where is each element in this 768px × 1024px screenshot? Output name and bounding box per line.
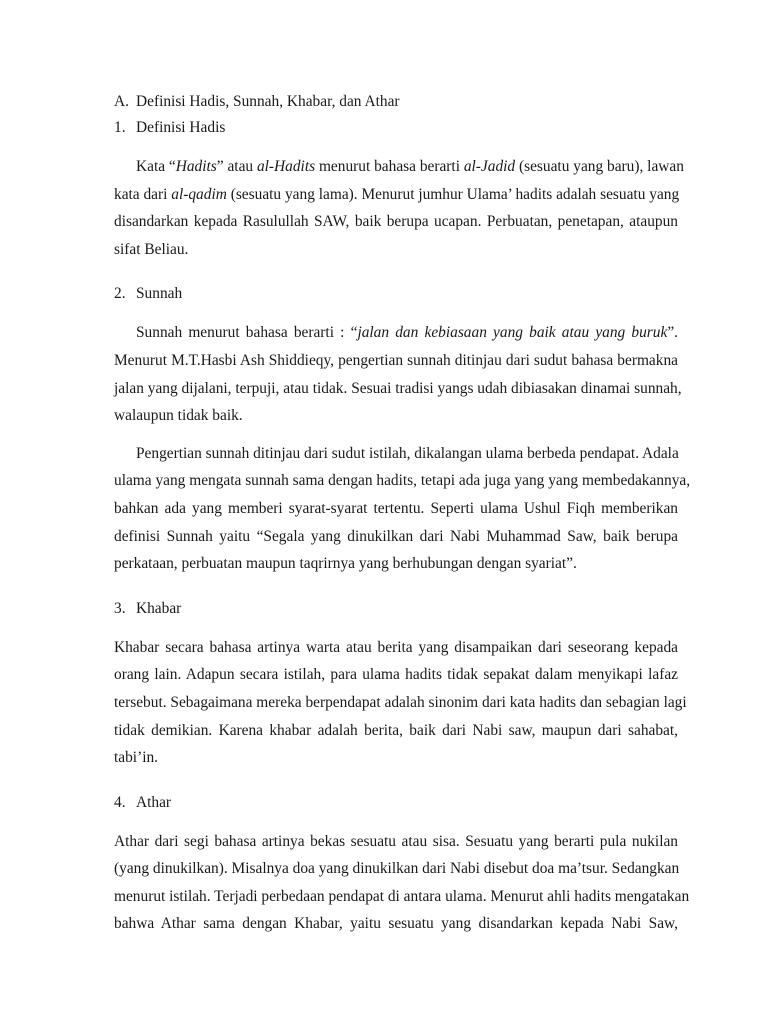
- text-line: [114, 208, 678, 236]
- text-run: (sesuatu yang baru), lawan: [515, 158, 684, 175]
- paragraph: [114, 440, 691, 578]
- section-number: 4.: [114, 793, 126, 811]
- text-line: [114, 402, 678, 430]
- section-title: Khabar: [136, 599, 182, 617]
- text-line: [114, 883, 690, 911]
- section-number: 2.: [114, 285, 126, 303]
- text-run: Khabar secara bahasa artinya warta atau berita yang disampaikan dari seseorang kepada: [114, 638, 678, 656]
- section-number: 1.: [114, 119, 126, 136]
- section-heading: [114, 116, 678, 140]
- text-line: [114, 467, 691, 495]
- text-run: bahkan ada yang memberi syarat-syarat tertentu. Seperti ulama Ushul Fiqh memberikan: [114, 499, 678, 517]
- text-run: kata dari: [114, 185, 172, 203]
- section-number: 3.: [114, 599, 126, 617]
- text-line: [114, 347, 678, 375]
- text-run: ulama yang mengata sunnah sama dengan hadits, tetapi ada juga yang yang membedakannya,: [114, 472, 691, 490]
- italic-term: Hadits: [175, 158, 217, 175]
- text-line: [114, 523, 678, 551]
- section-heading: [114, 282, 678, 306]
- text-line: [114, 634, 678, 662]
- text-line: [114, 661, 678, 689]
- text-run: tersebut. Sebagaimana mereka berpendapat adalah sinonim dari kata hadits dan sebagian lagi: [114, 693, 687, 711]
- paragraph: [114, 634, 687, 772]
- text-run: menurut bahasa berarti: [315, 158, 464, 175]
- text-run: Menurut M.T.Hasbi Ash Shiddieqy, pengertian sunnah ditinjau dari sudut bahasa bermakna: [114, 351, 678, 369]
- main-heading-number: A.: [114, 93, 129, 110]
- text-line: [114, 910, 678, 938]
- italic-term: al-Jadid: [463, 158, 516, 175]
- text-run: ”.: [667, 324, 679, 342]
- text-line: [114, 181, 678, 209]
- text-line: [114, 319, 678, 347]
- text-run: tabi’in.: [114, 749, 159, 767]
- text-run: sifat Beliau.: [114, 240, 189, 258]
- text-line: [114, 440, 678, 468]
- text-line: [114, 153, 684, 181]
- italic-term: al-qadim: [171, 185, 227, 203]
- text-line: [114, 828, 678, 856]
- text-run: Athar dari segi bahasa artinya bekas sesuatu atau sisa. Sesuatu yang berarti pula nukilan: [114, 832, 678, 850]
- section-heading: [114, 597, 678, 621]
- text-run: orang lain. Adapun secara istilah, para ulama hadits tidak sepakat dalam menyikapi lafaz: [114, 666, 678, 684]
- text-line: [114, 236, 678, 264]
- text-line: [114, 855, 678, 883]
- section-title: Athar: [136, 793, 172, 811]
- text-run: menurut istilah. Terjadi perbedaan pendapat di antara ulama. Menurut ahli hadits mengatakan: [114, 887, 690, 905]
- text-run: disandarkan kepada Rasulullah SAW, baik berupa ucapan. Perbuatan, penetapan, ataupun: [114, 213, 678, 231]
- paragraph: [114, 153, 684, 263]
- text-run: tidak demikian. Karena khabar adalah berita, baik dari Nabi saw, maupun dari sahabat,: [114, 721, 678, 739]
- italic-term: jalan dan kebiasaan yang baik atau yang buruk: [357, 324, 668, 342]
- text-line: [114, 375, 682, 403]
- text-run: (sesuatu yang lama). Menurut jumhur Ulama’ hadits adalah sesuatu yang: [226, 185, 680, 203]
- text-run: (yang dinukilkan). Misalnya doa yang dinukilkan dari Nabi disebut doa ma’tsur. Sedangkan: [114, 860, 680, 878]
- section-heading: [114, 791, 678, 815]
- text-run: walaupun tidak baik.: [114, 407, 243, 425]
- text-run: Pengertian sunnah ditinjau dari sudut istilah, dikalangan ulama berbeda pendapat. Adala: [136, 444, 679, 462]
- text-run: Sunnah menurut bahasa berarti : “: [136, 324, 358, 342]
- document-content: [114, 90, 691, 938]
- section-title: Sunnah: [136, 285, 183, 303]
- text-line: [114, 550, 678, 578]
- text-run: jalan yang dijalani, terpuji, atau tidak. Sesuai tradisi yangs udah dibiasakan dinamai sunnah,: [114, 379, 682, 397]
- text-run: Kata “: [136, 158, 176, 175]
- main-heading-text: Definisi Hadis, Sunnah, Khabar, dan Athar: [136, 93, 400, 110]
- text-run: perkataan, perbuatan maupun taqrirnya yang berhubungan dengan syariat”.: [114, 555, 577, 573]
- text-line: [114, 717, 678, 745]
- text-line: [114, 744, 678, 772]
- text-line: [114, 495, 678, 523]
- italic-term: al-Hadits: [256, 158, 316, 175]
- text-run: bahwa Athar sama dengan Khabar, yaitu sesuatu yang disandarkan kepada Nabi Saw,: [114, 915, 678, 933]
- text-run: ” atau: [216, 158, 257, 175]
- main-heading: [114, 90, 678, 114]
- paragraph: [114, 319, 682, 429]
- paragraph: [114, 828, 690, 938]
- text-line: [114, 689, 687, 717]
- section-title: Definisi Hadis: [136, 119, 226, 136]
- text-run: definisi Sunnah yaitu “Segala yang dinukilkan dari Nabi Muhammad Saw, baik berupa: [114, 527, 678, 545]
